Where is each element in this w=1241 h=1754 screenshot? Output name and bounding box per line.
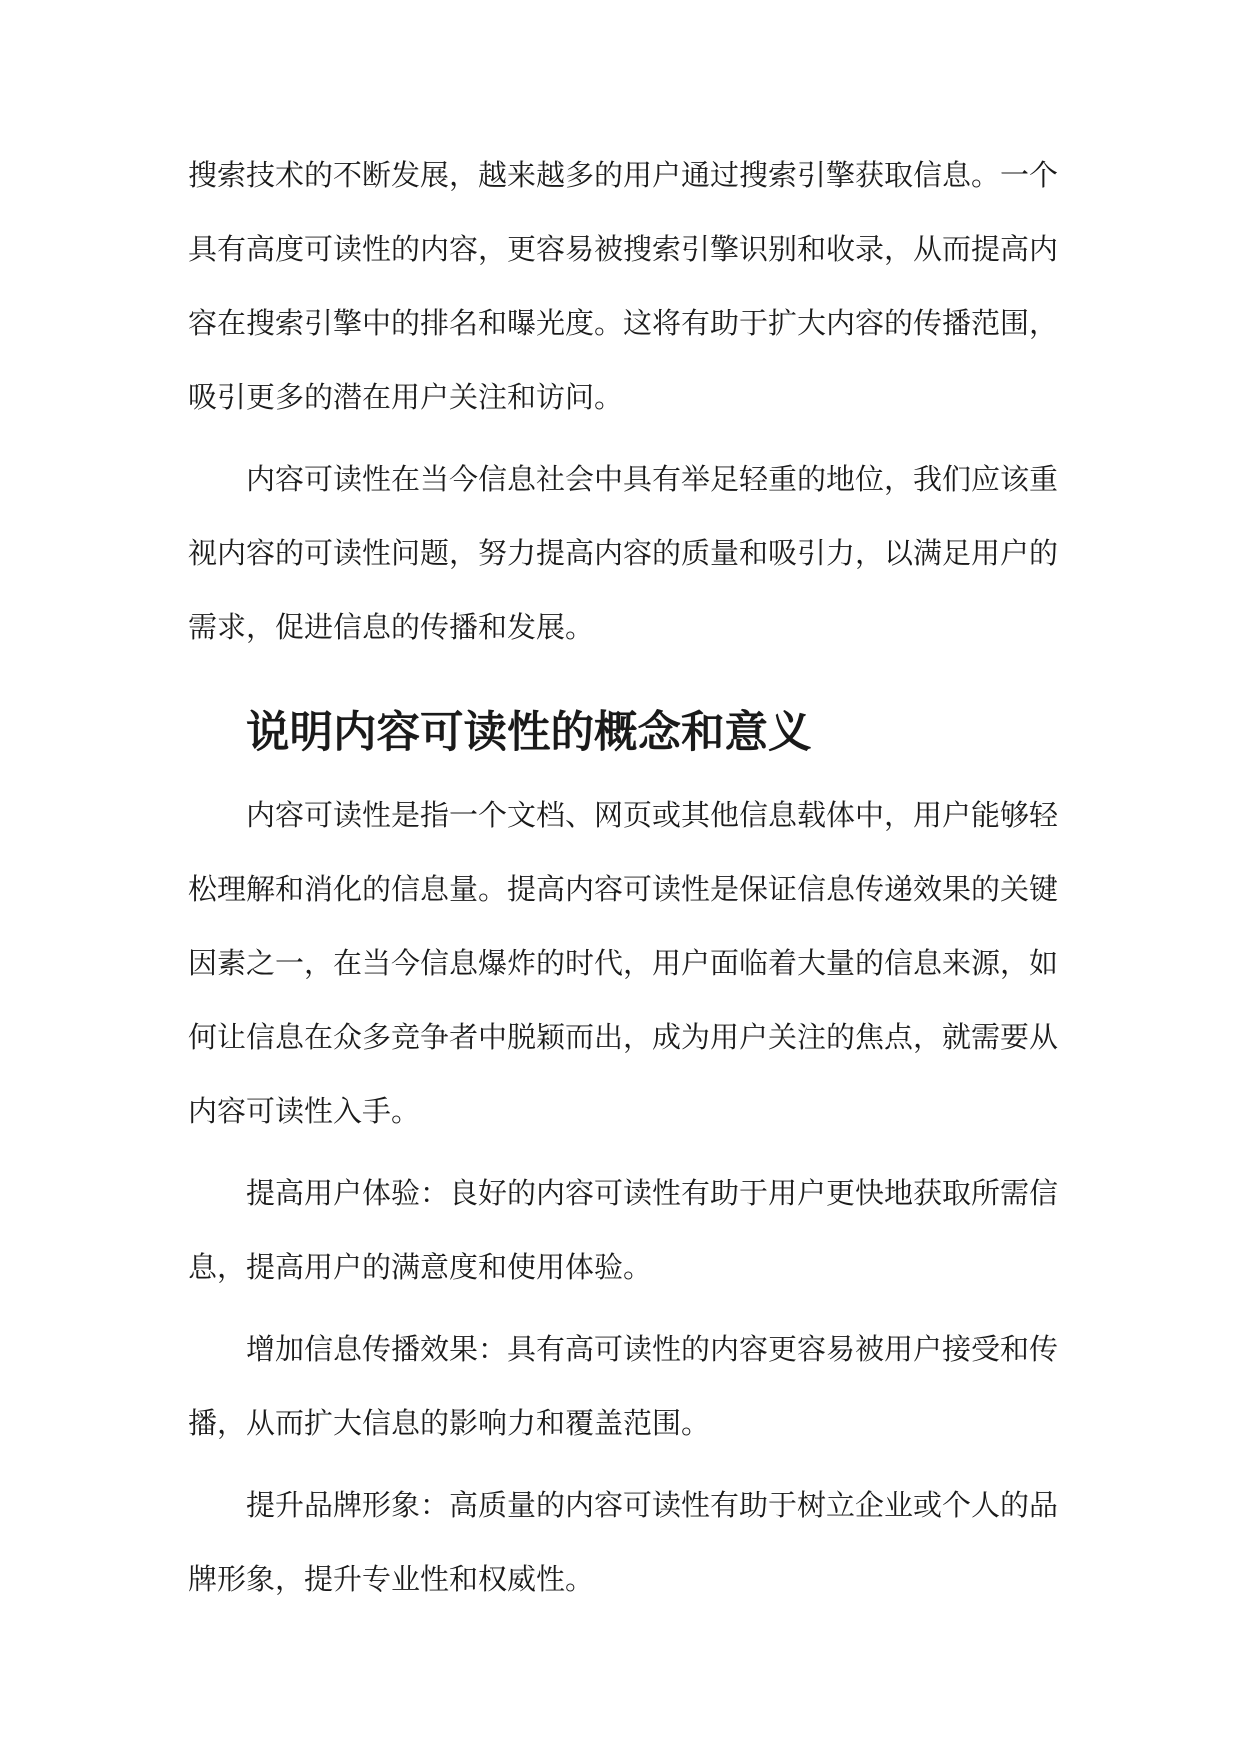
paragraph-brand-image: 提升品牌形象：高质量的内容可读性有助于树立企业或个人的品牌形象，提升专业性和权威性。	[188, 1488, 1059, 1596]
document-page	[188, 138, 1058, 1616]
paragraph-spread-effect: 增加信息传播效果：具有高可读性的内容更容易被用户接受和传播，从而扩大信息的影响力和覆盖范围。	[188, 1332, 1059, 1440]
paragraph-user-experience: 提高用户体验：良好的内容可读性有助于用户更快地获取所需信息，提高用户的满意度和使用体验。	[188, 1176, 1059, 1284]
paragraph-definition: 内容可读性是指一个文档、网页或其他信息载体中，用户能够轻松理解和消化的信息量。提高内容可读性是保证信息传递效果的关键因素之一，在当今信息爆炸的时代，用户面临着大量的信息来源，如何让信息在众多竞争者中脱颖而出，成为用户关注的焦点，就需要从内容可读性入手。	[188, 798, 1059, 1128]
section-heading: 说明内容可读性的概念和意义	[246, 708, 812, 758]
paragraph-importance: 内容可读性在当今信息社会中具有举足轻重的地位，我们应该重视内容的可读性问题，努力提高内容的质量和吸引力，以满足用户的需求，促进信息的传播和发展。	[188, 462, 1059, 644]
paragraph-search-engines: 搜索技术的不断发展，越来越多的用户通过搜索引擎获取信息。一个具有高度可读性的内容，更容易被搜索引擎识别和收录，从而提高内容在搜索引擎中的排名和曝光度。这将有助于扩大内容的传播范围，吸引更多的潜在用户关注和访问。	[188, 158, 1059, 414]
